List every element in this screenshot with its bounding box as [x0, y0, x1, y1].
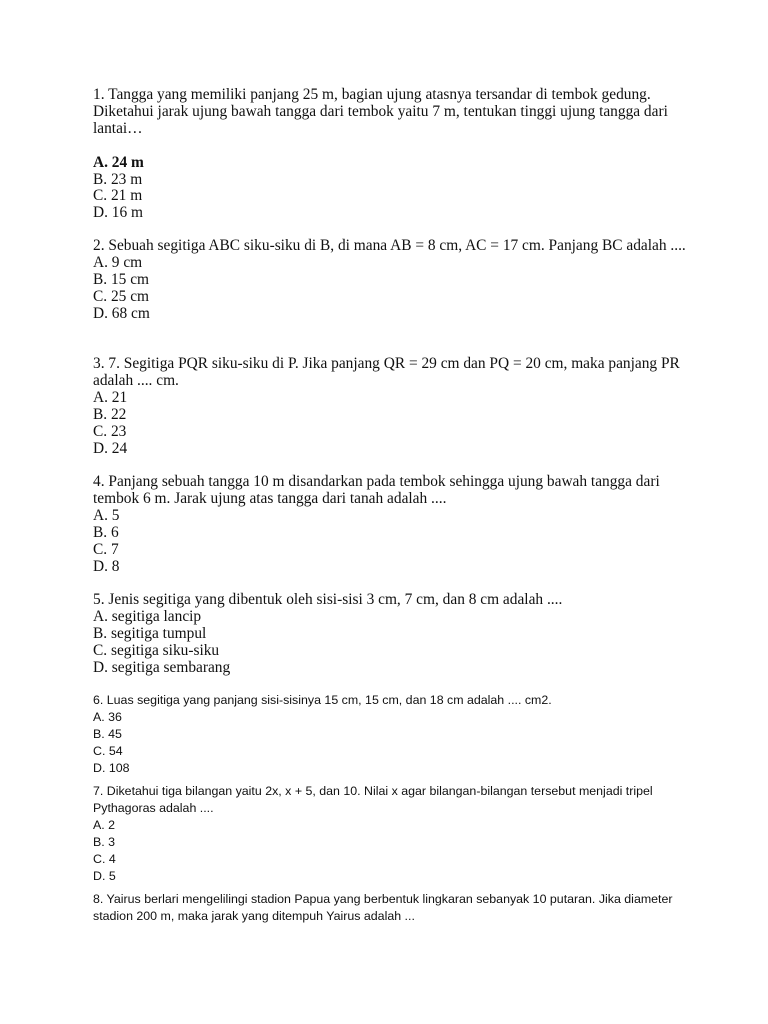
question-4-option-d: D. 8 [93, 557, 120, 575]
question-3-option-c: C. 23 [93, 422, 127, 440]
question-7-option-b: B. 3 [93, 834, 116, 849]
question-8-stem: 8. Yairus berlari mengelilingi stadion Papua yang berbentuk lingkaran sebanyak 10 putaran. Jika diameter stadion 200 m, maka jarak yang ditempuh Yairus adalah ... [93, 892, 673, 923]
question-3 [93, 356, 693, 457]
question-7-option-c: C. 4 [93, 851, 116, 866]
question-6-stem: 6. Luas segitiga yang panjang sisi-sisinya 15 cm, 15 cm, dan 18 cm adalah .... cm2. [93, 693, 552, 707]
question-5 [93, 592, 693, 677]
question-1-option-a: A. 24 m [93, 153, 144, 171]
question-5-option-a: A. segitiga lancip [93, 607, 202, 625]
question-6-option-d: D. 108 [93, 760, 130, 775]
question-5-option-d: D. segitiga sembarang [93, 658, 231, 676]
question-5-option-c: C. segitiga siku-siku [93, 641, 220, 659]
question-4-option-a: A. 5 [93, 506, 120, 524]
question-4-stem: 4. Panjang sebuah tangga 10 m disandarkan pada tembok sehingga ujung bawah tangga dari tembok 6 m. Jarak ujung atas tangga dari tanah adalah .... [93, 473, 660, 507]
question-5-stem: 5. Jenis segitiga yang dibentuk oleh sisi-sisi 3 cm, 7 cm, dan 8 cm adalah .... [93, 591, 563, 608]
question-1-option-d: D. 16 m [93, 204, 144, 222]
question-1-option-c: C. 21 m [93, 187, 143, 205]
question-2-option-b: B. 15 cm [93, 270, 150, 288]
question-7-option-d: D. 5 [93, 868, 116, 883]
question-6-option-b: B. 45 [93, 726, 122, 741]
question-3-option-d: D. 24 [93, 439, 128, 457]
question-1 [93, 87, 693, 222]
question-7 [93, 783, 693, 884]
question-5-option-b: B. segitiga tumpul [93, 624, 207, 642]
question-3-stem: 3. 7. Segitiga PQR siku-siku di P. Jika panjang QR = 29 cm dan PQ = 20 cm, maka panjang PR adalah .... cm. [93, 355, 680, 389]
question-4-option-b: B. 6 [93, 523, 119, 541]
question-1-option-b: B. 23 m [93, 170, 143, 188]
question-4-option-c: C. 7 [93, 540, 119, 558]
question-7-stem: 7. Diketahui tiga bilangan yaitu 2x, x + 5, dan 10. Nilai x agar bilangan-bilangan tersebut menjadi tripel Pythagoras adalah .... [93, 784, 653, 815]
question-2-option-a: A. 9 cm [93, 253, 143, 271]
question-6 [93, 692, 693, 777]
question-2-stem: 2. Sebuah segitiga ABC siku-siku di B, di mana AB = 8 cm, AC = 17 cm. Panjang BC adalah .... [93, 237, 686, 254]
question-7-option-a: A. 2 [93, 817, 116, 832]
question-6-option-c: C. 54 [93, 743, 123, 758]
question-3-option-a: A. 21 [93, 388, 128, 406]
question-2-option-c: C. 25 cm [93, 287, 150, 305]
question-3-option-b: B. 22 [93, 405, 127, 423]
question-8 [93, 891, 693, 925]
question-2 [93, 238, 693, 323]
question-4 [93, 474, 693, 575]
question-1-stem: 1. Tangga yang memiliki panjang 25 m, bagian ujung atasnya tersandar di tembok gedung. Diketahui jarak ujung bawah tangga dari tembok yaitu 7 m, tentukan tinggi ujung tangga dari lantai… [93, 86, 668, 137]
question-2-option-d: D. 68 cm [93, 304, 150, 322]
question-6-option-a: A. 36 [93, 709, 122, 724]
